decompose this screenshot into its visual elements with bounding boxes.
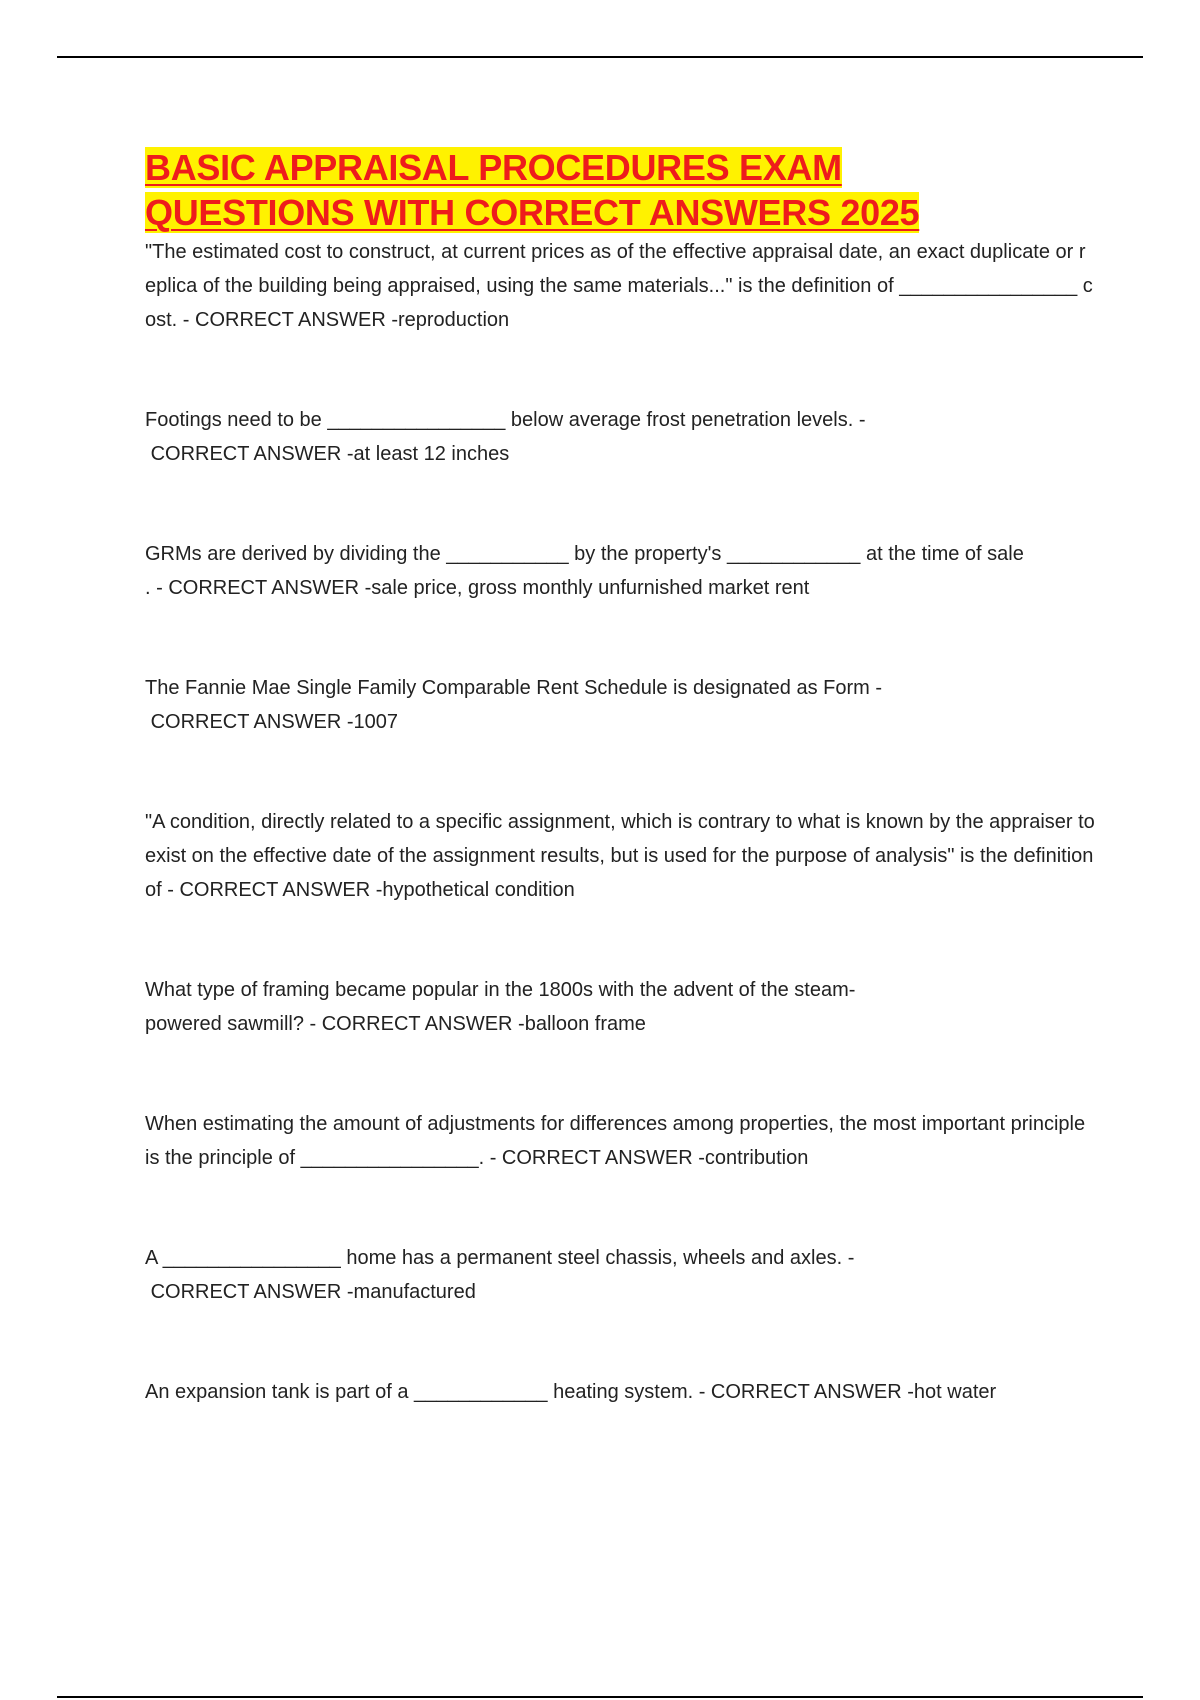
qa-item: Footings need to be ________________ below average frost penetration levels. - CORRECT ANSWER -at least 12 inches xyxy=(145,409,866,465)
qa-item: The Fannie Mae Single Family Comparable Rent Schedule is designated as Form - CORRECT ANSWER -1007 xyxy=(145,677,883,733)
qa-item: An expansion tank is part of a ____________ heating system. - CORRECT ANSWER -hot water xyxy=(145,1381,997,1403)
top-rule xyxy=(57,56,1143,58)
qa-item: A ________________ home has a permanent steel chassis, wheels and axles. - CORRECT ANSWER -manufactured xyxy=(145,1247,855,1303)
document-title xyxy=(145,145,1095,235)
bottom-rule xyxy=(57,1696,1143,1698)
qa-item: "A condition, directly related to a specific assignment, which is contrary to what is known by the appraiser to exist on the effective date of the assignment results, but is used for the purpose of analysis" is the definition of - CORRECT ANSWER -hypothetical condition xyxy=(145,811,1101,901)
title-line-1: BASIC APPRAISAL PROCEDURES EXAM xyxy=(145,147,842,188)
document-body xyxy=(145,145,1101,1475)
qa-item: GRMs are derived by dividing the ___________ by the property's ____________ at the time of sale . - CORRECT ANSWER -sale price, gross monthly unfurnished market rent xyxy=(145,543,1024,599)
qa-item: "The estimated cost to construct, at current prices as of the effective appraisal date, an exact duplicate or replica of the building being appraised, using the same materials..." is the definition of ________________ cost. - CORRECT ANSWER -reproduction xyxy=(145,241,1093,331)
qa-item: When estimating the amount of adjustments for differences among properties, the most important principle is the principle of ________________. - CORRECT ANSWER -contribution xyxy=(145,1113,1091,1169)
qa-item: What type of framing became popular in the 1800s with the advent of the steam- powered sawmill? - CORRECT ANSWER -balloon frame xyxy=(145,979,856,1035)
title-line-2: QUESTIONS WITH CORRECT ANSWERS 2025 xyxy=(145,192,920,233)
